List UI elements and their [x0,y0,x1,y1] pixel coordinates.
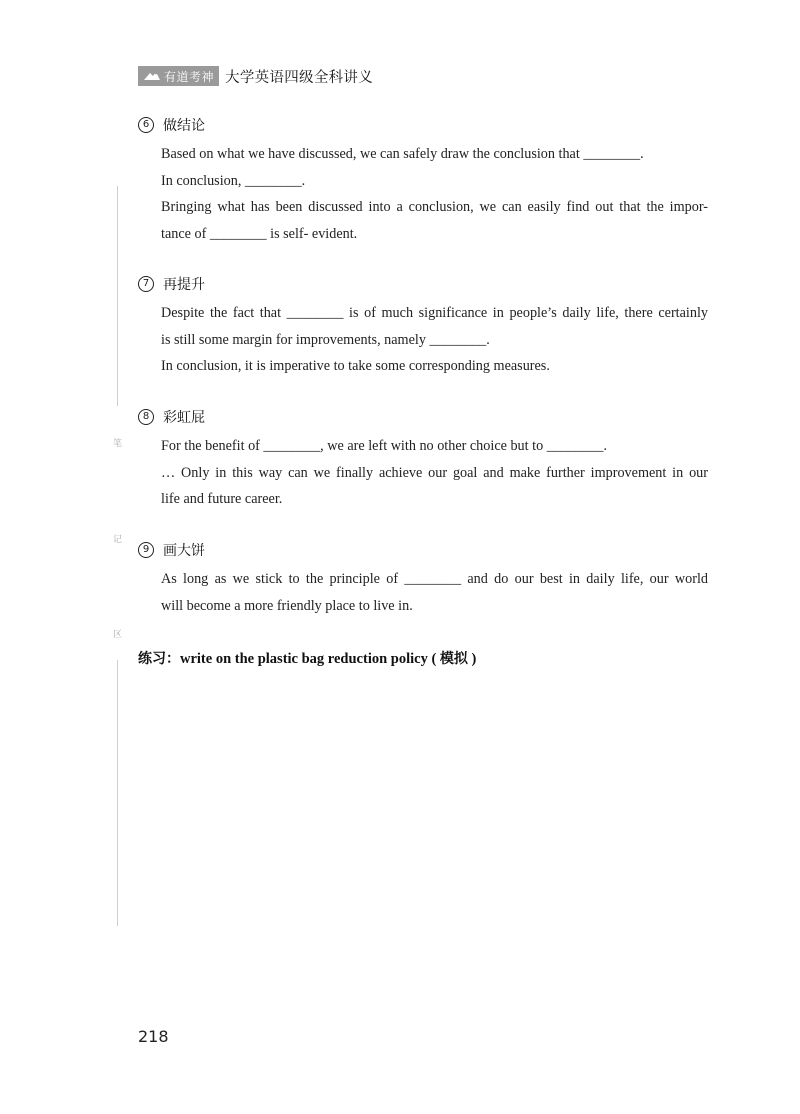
section-body [161,141,708,247]
template-line: In conclusion, ________. [161,172,306,189]
section-heading [138,115,708,135]
side-note-char-1: 笔 [113,439,123,449]
section-number: 9 [138,542,154,558]
section-title: 彩虹屁 [163,410,205,426]
side-note-char-3: 区 [113,630,123,640]
margin-rule-bottom [117,660,118,926]
section-number: 7 [138,276,154,292]
practice-close: ) [467,651,477,667]
template-line: In conclusion, it is imperative to take some corresponding measures. [161,358,550,374]
side-note-char-2: 记 [113,535,123,545]
brand-badge [138,66,219,86]
section-title: 做结论 [163,118,205,134]
section-conclusion [138,115,708,247]
book-title: 大学英语四级全科讲义 [225,69,374,86]
template-line: life and future career. [161,491,283,507]
section-heading [138,274,708,294]
brand-name: 有道考神 [164,69,215,84]
section-title: 画大饼 [163,543,205,559]
practice-label: 练习： [138,651,180,667]
margin-rule-top [117,186,118,406]
brand-logo-icon [143,70,161,82]
section-praise [138,407,708,513]
template-line: is still some margin for improvements, namely ________. [161,331,490,348]
section-heading [138,540,708,560]
page-header [138,66,373,86]
section-body [161,300,708,380]
section-number: 6 [138,117,154,133]
practice-text: write on the plastic bag reduction policy ( [180,651,440,667]
template-line: tance of ________ is self- evident. [161,225,358,242]
template-line: Despite the fact that ________ is of much significance in people’s daily life, there certainly [161,305,708,321]
practice-paren-cn: 模拟 [439,651,468,667]
section-heading [138,407,708,427]
section-number: 8 [138,409,154,425]
section-enhance [138,274,708,380]
section-body [161,566,708,619]
practice-prompt [138,648,476,668]
template-line: For the benefit of ________, we are left with no other choice but to ________. [161,438,608,454]
page-number: 218 [138,1027,169,1046]
template-line: will become a more friendly place to live in. [161,597,413,614]
section-body [161,433,708,513]
template-line: … Only in this way can we finally achieve our goal and make further improvement in our [161,464,708,481]
section-vision [138,540,708,619]
section-title: 再提升 [163,277,205,293]
template-line: Based on what we have discussed, we can safely draw the conclusion that ________. [161,146,644,162]
template-line: Bringing what has been discussed into a conclusion, we can easily find out that the impor- [161,199,708,215]
template-line: As long as we stick to the principle of ________ and do our best in daily life, our world [161,571,708,587]
